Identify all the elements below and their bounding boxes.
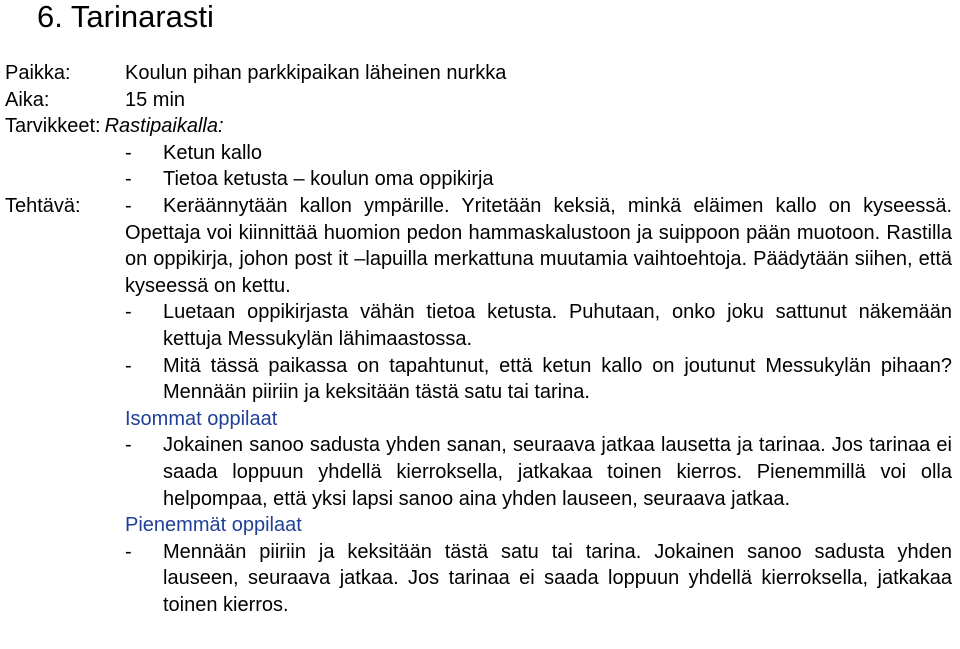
tehtava-text-2: Luetaan oppikirjasta vähän tietoa ketusta. Puhutaan, onko joku sattunut näkemään kettuja Messukylän lähimaastossa. xyxy=(163,301,952,350)
tarvike-text-2: Tietoa ketusta – koulun oma oppikirja xyxy=(163,168,494,191)
tarvike-text-1: Ketun kallo xyxy=(163,141,262,164)
isommat-item xyxy=(125,432,952,512)
tehtava-row xyxy=(5,193,952,299)
pienemmat-text: Mennään piiriin ja keksitään tästä satu tai tarina. Jokainen sanoo sadusta yhden lauseen, seuraava jatkaa. Jos tarinaa ei saada loppuun yhdellä kierroksella, jatkakaa toinen kierros. xyxy=(163,540,952,616)
tarvikkeet-label: Tarvikkeet: xyxy=(5,115,101,138)
tarvike-item-1 xyxy=(125,140,952,167)
dash-bullet: - xyxy=(125,141,132,164)
pienemmat-heading: Pienemmät oppilaat xyxy=(125,514,302,537)
tehtava-label: Tehtävä: xyxy=(5,194,81,217)
aika-row xyxy=(5,87,952,114)
paikka-row xyxy=(5,60,952,87)
tarvikkeet-row xyxy=(5,113,952,140)
aika-value: 15 min xyxy=(125,88,186,111)
aika-label: Aika: xyxy=(5,88,50,111)
isommat-text: Jokainen sanoo sadusta yhden sanan, seuraava jatkaa lausetta ja tarinaa. Jos tarinaa ei saada loppuun yhdellä kierroksella, jatkakaa toinen kierros. Pienemmillä voi olla helpompaa, että yksi lapsi sanoo aina yhden lauseen, seuraava jatkaa. xyxy=(163,434,952,510)
tarvike-item-2 xyxy=(125,166,952,193)
tehtava-text-3: Mitä tässä paikassa on tapahtunut, että ketun kallo on joutunut Messukylän pihaan? Mennään piiriin ja keksitään tästä satu tai tarina. xyxy=(163,354,952,404)
tehtava-item-2 xyxy=(125,299,952,352)
dash-bullet: - xyxy=(125,540,132,563)
dash-bullet: - xyxy=(125,194,132,217)
tehtava-first-item xyxy=(125,193,952,299)
tarvikkeet-sublabel: Rastipaikalla: xyxy=(104,115,224,138)
dash-bullet: - xyxy=(125,301,132,324)
dash-bullet: - xyxy=(125,434,132,457)
pienemmat-item xyxy=(125,539,952,619)
isommat-heading: Isommat oppilaat xyxy=(125,407,278,430)
document-body xyxy=(5,60,952,618)
paikka-label: Paikka: xyxy=(5,62,71,84)
tehtava-first-text: Keräännytään kallon ympärille. Yritetään keksiä, minkä eläimen kallo on kyseessä. Opettaja voi kiinnittää huomion pedon hammaskalustoon ja suippoon pään muotoon. Rastilla on oppikirja, johon post it –lapuilla merkattuna muutamia vaihtoehtoja. Päädytään siihen, että kyseessä on kettu. xyxy=(125,194,952,297)
paikka-value: Koulun pihan parkkipaikan läheinen nurkka xyxy=(125,62,507,84)
tehtava-item-3 xyxy=(125,353,952,406)
dash-bullet: - xyxy=(125,354,132,377)
page-title: 6. Tarinarasti xyxy=(37,0,214,34)
dash-bullet: - xyxy=(125,168,132,191)
